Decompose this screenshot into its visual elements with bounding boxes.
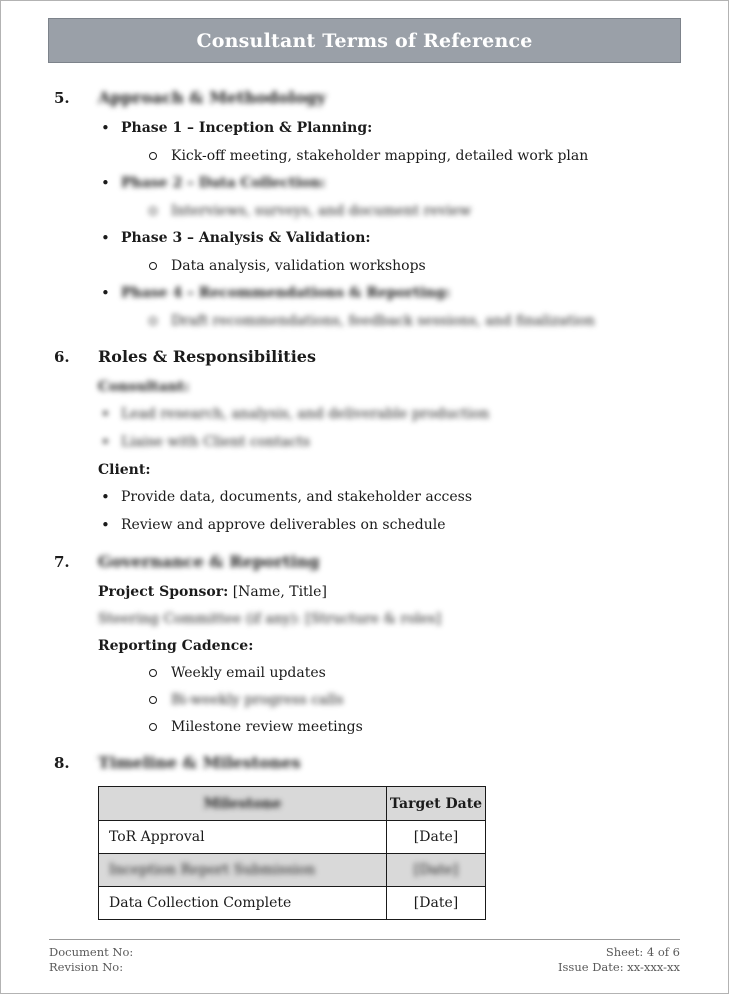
circle-bullet-icon: [149, 691, 171, 709]
bullet-icon: [101, 119, 121, 138]
table-row: [99, 887, 486, 920]
phase-4-item: [49, 284, 680, 303]
issue-date: Issue Date: xx-xxx-xx: [557, 960, 680, 974]
section-7-number: 7.: [54, 553, 70, 571]
revision-no-label: Revision No:: [49, 960, 124, 974]
reporting-cadence-label: Reporting Cadence:: [98, 638, 254, 654]
phase-4-detail-item: [49, 312, 680, 330]
milestone-text: Data Collection Complete: [109, 895, 292, 911]
circle-bullet-icon: [149, 312, 171, 330]
client-item-text: Review and approve deliverables on schedule: [121, 517, 446, 533]
document-body: [49, 88, 680, 920]
phase-1-detail: Kick-off meeting, stakeholder mapping, detailed work plan: [171, 148, 589, 164]
section-8-number: 8.: [54, 754, 70, 772]
milestone-header-text: Milestone: [203, 795, 282, 812]
section-8-heading-row: [49, 753, 680, 772]
date-text: [Date]: [413, 895, 459, 911]
bullet-icon: [101, 433, 121, 452]
client-item: [49, 488, 680, 507]
milestone-cell: [99, 821, 387, 854]
milestone-text: ToR Approval: [109, 829, 205, 845]
bullet-icon: [101, 284, 121, 303]
phase-3-detail-item: [49, 257, 680, 275]
milestone-cell: [99, 887, 387, 920]
phase-2-label: Phase 2 – Data Collection:: [121, 175, 326, 191]
bullet-icon: [101, 174, 121, 193]
date-cell: [387, 821, 486, 854]
document-no-label: Document No:: [49, 945, 134, 959]
phase-3-item: [49, 229, 680, 248]
table-row: [99, 854, 486, 887]
consultant-item-text: Liaise with Client contacts: [121, 434, 311, 450]
circle-bullet-icon: [149, 147, 171, 165]
bullet-icon: [101, 488, 121, 507]
milestone-text: Inception Report Submission: [109, 862, 316, 878]
table-row: [99, 821, 486, 854]
date-cell: [387, 887, 486, 920]
cadence-item: [49, 691, 680, 709]
section-6-number: 6.: [54, 348, 70, 366]
cadence-item-text: Milestone review meetings: [171, 719, 363, 735]
page-footer: [49, 939, 680, 975]
section-6-heading: Roles & Responsibilities: [98, 347, 316, 366]
steering-committee-line: Steering Committee (if any): [Structure & roles]: [98, 611, 442, 627]
cadence-item-text: Bi-weekly progress calls: [171, 692, 344, 708]
client-label: Client:: [98, 462, 151, 478]
footer-left: [49, 945, 133, 975]
target-date-column-header: [387, 787, 486, 821]
table-header-row: [99, 787, 486, 821]
circle-bullet-icon: [149, 202, 171, 220]
project-sponsor-line: [98, 583, 680, 601]
sheet-number: Sheet: 4 of 6: [605, 945, 680, 959]
phase-2-detail-item: [49, 202, 680, 220]
phase-2-item: [49, 174, 680, 193]
target-date-header-text: Target Date: [389, 795, 483, 812]
bullet-icon: [101, 405, 121, 424]
consultant-label: Consultant:: [98, 379, 190, 395]
cadence-item: [49, 664, 680, 682]
section-5-number: 5.: [54, 89, 70, 107]
consultant-item: [49, 433, 680, 452]
project-sponsor-value: [Name, Title]: [232, 584, 327, 600]
document-title-bar: [48, 18, 681, 63]
circle-bullet-icon: [149, 718, 171, 736]
circle-bullet-icon: [149, 257, 171, 275]
date-cell: [387, 854, 486, 887]
footer-right: [558, 945, 680, 975]
phase-3-label: Phase 3 – Analysis & Validation:: [121, 230, 371, 246]
phase-1-detail-item: [49, 147, 680, 165]
milestone-cell: [99, 854, 387, 887]
project-sponsor-label: Project Sponsor:: [98, 584, 229, 600]
circle-bullet-icon: [149, 664, 171, 682]
cadence-item-text: Weekly email updates: [171, 665, 326, 681]
phase-2-detail: Interviews, surveys, and document review: [171, 203, 472, 219]
section-5-heading-row: [49, 88, 680, 107]
section-6-heading-row: [49, 347, 680, 366]
section-5-heading: Approach & Methodology: [98, 88, 326, 107]
document-title: Consultant Terms of Reference: [196, 29, 533, 52]
phase-1-label: Phase 1 – Inception & Planning:: [121, 120, 373, 136]
section-7-heading: Governance & Reporting: [98, 552, 320, 571]
cadence-item: [49, 718, 680, 736]
client-item-text: Provide data, documents, and stakeholder access: [121, 489, 473, 505]
phase-3-detail: Data analysis, validation workshops: [171, 258, 426, 274]
bullet-icon: [101, 516, 121, 535]
phase-4-label: Phase 4 – Recommendations & Reporting:: [121, 285, 451, 301]
client-item: [49, 516, 680, 535]
milestone-column-header: [99, 787, 387, 821]
section-7-heading-row: [49, 552, 680, 571]
date-text: [Date]: [413, 829, 459, 845]
consultant-item: [49, 405, 680, 424]
consultant-item-text: Lead research, analysis, and deliverable production: [121, 406, 490, 422]
section-8-heading: Timeline & Milestones: [98, 753, 301, 772]
milestones-table: [98, 786, 486, 920]
bullet-icon: [101, 229, 121, 248]
phase-4-detail: Draft recommendations, feedback sessions, and finalization: [171, 313, 595, 329]
phase-1-item: [49, 119, 680, 138]
date-text: [Date]: [413, 862, 459, 878]
